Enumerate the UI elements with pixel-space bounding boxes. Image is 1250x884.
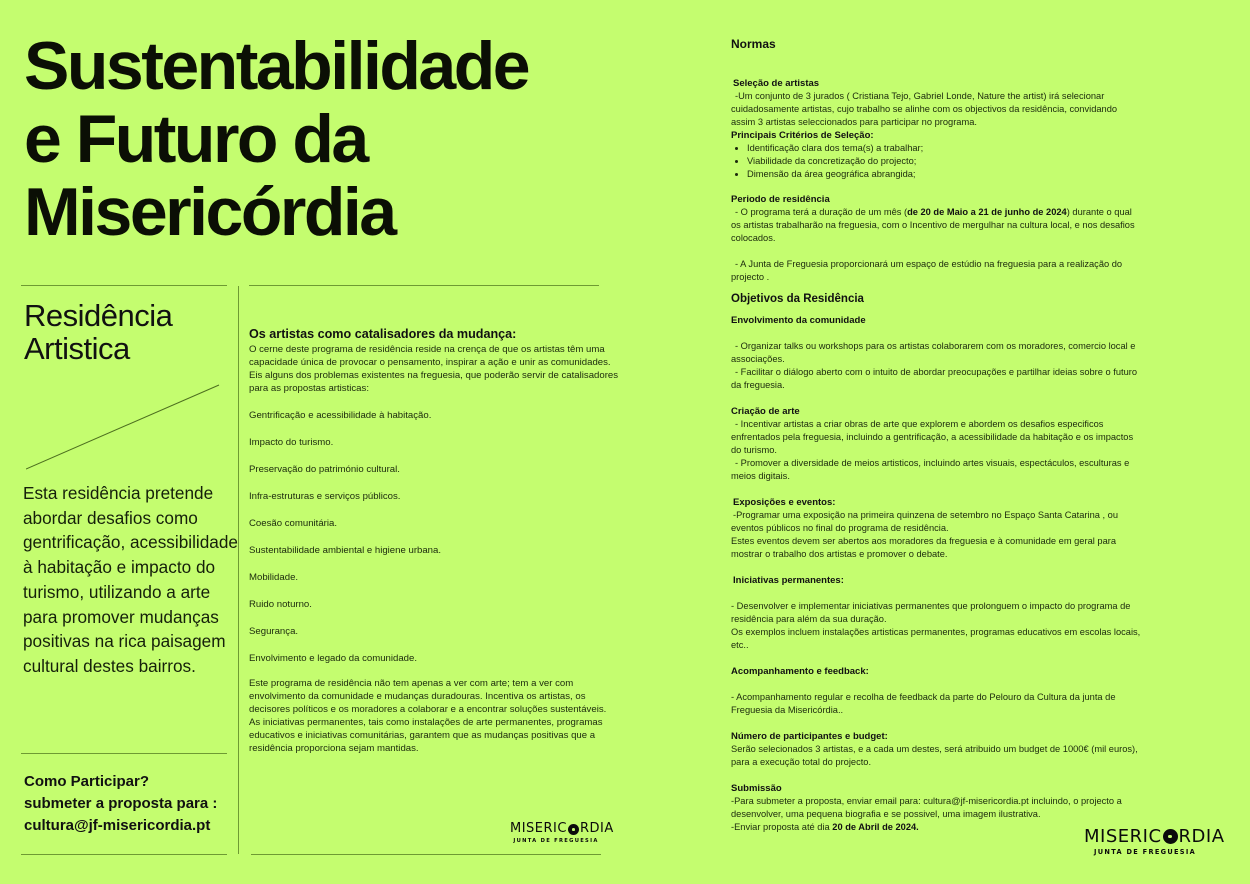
selection-heading: Seleção de artistas (733, 78, 820, 89)
middle-column (249, 327, 619, 755)
subtitle-line: Artistica (24, 331, 130, 366)
issue-item: Mobilidade. (249, 572, 299, 583)
exhibitions-item: -Programar uma exposição na primeira quinzena de setembro no Espaço Santa Catarina , ou eventos públicos no final do programa de residência. (731, 510, 1118, 534)
studio-text: - A Junta de Freguesia proporcionará um espaço de estúdio na freguesia para a realização do projecto . (731, 259, 1123, 283)
issue-item: Preservação do património cultural. (249, 464, 400, 475)
participate-instruction: submeter a proposta para : (24, 795, 218, 812)
title-line: e Futuro da (24, 101, 367, 177)
subtitle (24, 299, 172, 365)
issue-item: Segurança. (249, 626, 299, 637)
rules-title: Normas (731, 37, 776, 51)
criteria-item: • Dimensão da área geográfica abrangida; (747, 168, 1141, 181)
logo-tagline: JUNTA DE FREGUESIA (1093, 848, 1197, 856)
deadline-date: 20 de Abril de 2024. (832, 822, 919, 833)
submission-item: -Para submeter a proposta, enviar email para: cultura@jf-misericordia.pt incluindo, o projecto a desenvolver, uma pequena biografia e se possivel, uma imagem ilustrativa. (731, 796, 1122, 820)
period-dates: de 20 de Maio a 21 de junho de 2024 (907, 207, 1067, 218)
how-to-participate (24, 771, 239, 837)
diagonal-line-decoration (26, 384, 222, 470)
followup-item: - Acompanhamento regular e recolha de feedback da parte do Pelouro da Cultura da junta de Freguesia da Misericórdia.. (731, 692, 1116, 716)
selection-text: -Um conjunto de 3 jurados ( Cristiana Tejo, Gabriel Londe, Nature the artist) irá selecionar cuidadosamente artistas, cujo trabalho se alinhe com os objectivos da residência, convidando assim 3 artistas seleccionados para participar no programa. (731, 91, 1118, 127)
intro-text: Esta residência pretende abordar desafios como gentrificação, acessibilidade à habitação e impacto do turismo, utilizando a arte para promover mudanças positivas na rica paisagem cultural destes bairros. (23, 483, 238, 676)
logo-tagline: JUNTA DE FREGUESIA (513, 838, 599, 844)
title-line: Misericórdia (24, 174, 395, 250)
divider-bottom-left (21, 854, 227, 855)
title-line: Sustentabilidade (24, 28, 529, 104)
followup-heading: Acompanhamento e feedback: (731, 666, 869, 678)
issue-item: Impacto do turismo. (249, 437, 334, 448)
participate-heading: Como Participar? (24, 773, 150, 790)
logo-record-icon (1163, 829, 1178, 844)
participate-email-link[interactable]: cultura@jf-misericordia.pt (24, 817, 211, 834)
issue-item: Ruido noturno. (249, 599, 312, 610)
submission-deadline: -Enviar proposta até dia 20 de Abril de 2024. (731, 822, 919, 833)
budget-text: Serão selecionados 3 artistas, e a cada um destes, será atribuido um budget de 1000€ (mil euros), para a execução total do projecto. (731, 744, 1138, 768)
logo-misericordia-small (510, 819, 614, 845)
art-item: - Incentivar artistas a criar obras de arte que explorem e abordem os desafios especificos enfrentados pela freguesia, incluindo a gentrificação, a acessibilidade da habitação e os impactos do turismo. (731, 419, 1134, 456)
criteria-item: • Identificação clara dos tema(s) a trabalhar; (747, 142, 1141, 155)
community-item: - Facilitar o diálogo aberto com o intuito de abordar preocupações e partilhar ideias sobre o futuro da freguesia. (731, 367, 1138, 391)
middle-body: O cerne deste programa de residência reside na crença de que os artistas têm uma capacidade única de provocar o pensamento, inspirar a ação e unir as comunidades. Eis alguns dos problemas existentes na freguesia, que poderão servir de catalisadores para as propostas artisticas: (249, 344, 619, 394)
divider-top-middle (249, 285, 599, 286)
exhibitions-heading: Exposições e eventos: (733, 497, 836, 509)
art-heading: Criação de arte (731, 406, 800, 418)
community-heading: Envolvimento da comunidade (731, 315, 866, 327)
objectives-title: Objetivos da Residência (731, 293, 864, 306)
issue-item: Infra-estruturas e serviços públicos. (249, 491, 401, 502)
issue-item: Envolvimento e legado da comunidade. (249, 653, 418, 664)
submission-heading: Submissão (731, 783, 782, 795)
criteria-heading: Principais Critérios de Seleção: (731, 130, 874, 141)
permanent-item: - Desenvolver e implementar iniciativas permanentes que prolonguem o impacto do programa de residência para além da sua duração. (731, 601, 1131, 625)
issue-item: Gentrificação e acessibilidade à habitação. (249, 410, 432, 421)
art-item: - Promover a diversidade de meios artisticos, incluindo artes visuais, espectáculos, esculturas e meios digitais. (731, 458, 1130, 482)
logo-wordmark: MISERIC RDIA (1084, 826, 1225, 847)
rules-column (731, 37, 1141, 834)
issue-item: Coesão comunitária. (249, 518, 337, 529)
logo-record-icon (568, 824, 579, 835)
issue-item: Sustentabilidade ambiental e higiene urbana. (249, 545, 442, 556)
criteria-list (731, 142, 1141, 180)
criteria-item: • Viabilidade da concretização do projecto; (747, 155, 1141, 168)
budget-heading: Número de participantes e budget: (731, 731, 888, 743)
logo-misericordia-large (1084, 826, 1225, 857)
community-item: - Organizar talks ou workshops para os artistas colaborarem com os moradores, comercio local e associações. (731, 341, 1136, 365)
exhibitions-item: Estes eventos devem ser abertos aos moradores da freguesia e à comunidade em geral para mostrar o trabalho dos artistas e promover o debate. (731, 536, 1117, 560)
divider-top-left (21, 285, 227, 286)
permanent-item: Os exemplos incluem instalações artisticas permanentes, programas educativos em escolas locais, etc.. (731, 627, 1141, 651)
period-text: - O programa terá a duração de um mês (de 20 de Maio a 21 de junho de 2024) durante o qual os artistas trabalharão na freguesia, com o Incentivo de mergulhar na cultura local, e nos desafios colocados. (731, 207, 1135, 244)
poster-title (24, 30, 624, 249)
subtitle-line: Residência (24, 298, 173, 333)
period-heading: Periodo de residência (731, 194, 830, 206)
divider-bottom-middle (251, 854, 601, 855)
middle-closing: Este programa de residência não tem apenas a ver com arte; tem a ver com envolvimento da comunidade e mudanças duradouras. Incentiva os artistas, os decisores políticos e os moradores a colaborar e a encontrar soluções sustentáveis. As iniciativas permanentes, tais como instalações de arte permanentes, programas educativos e iniciativas comunitárias, garantem que as mudanças positivas que a residência proporciona sejam mantidas. (249, 678, 607, 754)
divider-vertical (238, 286, 239, 854)
logo-wordmark: MISERIC RDIA (510, 821, 614, 836)
permanent-heading: Iniciativas permanentes: (733, 575, 844, 587)
divider-mid-left (21, 753, 227, 754)
middle-heading: Os artistas como catalisadores da mudança: (249, 327, 517, 341)
